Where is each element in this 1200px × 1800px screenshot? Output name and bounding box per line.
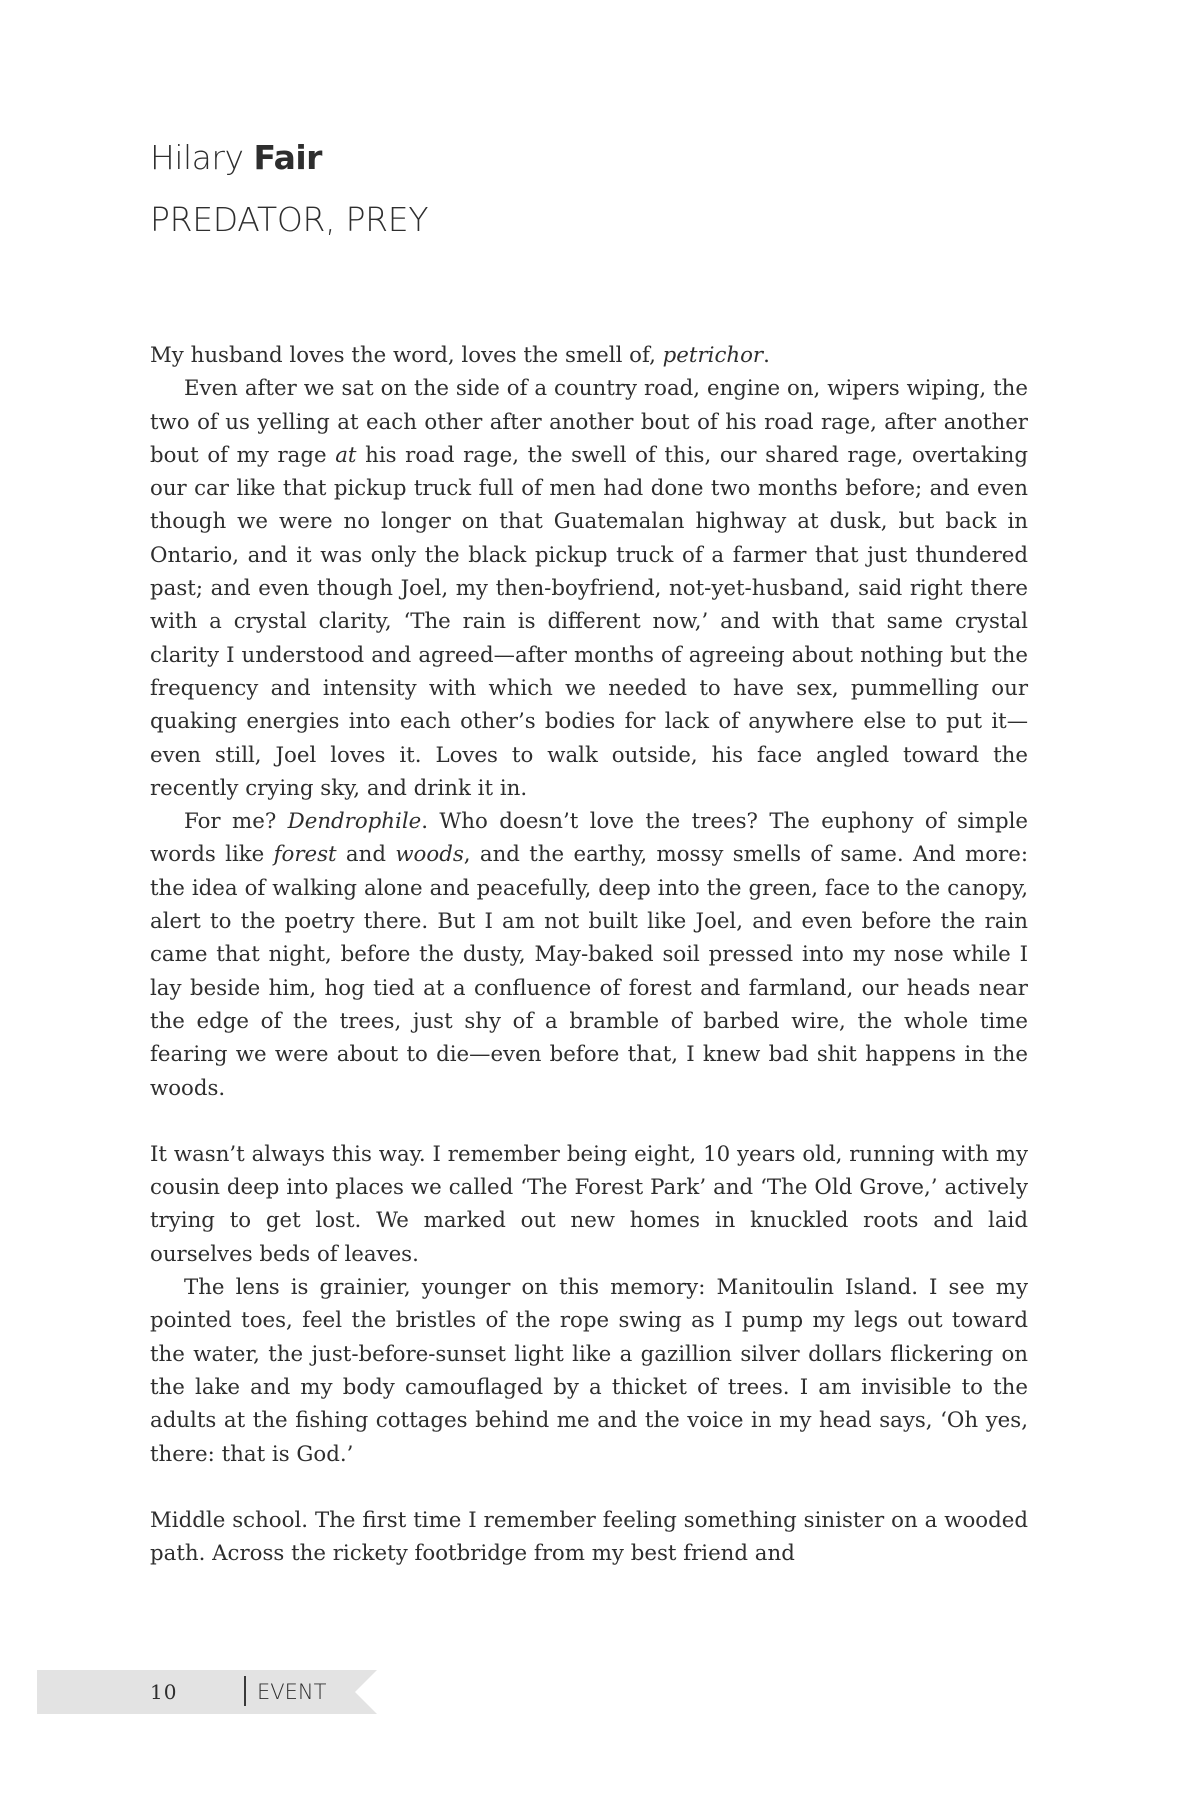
page-number: 10: [150, 1680, 178, 1704]
article-title: PREDATOR, PREY: [150, 200, 429, 239]
body-paragraph: [150, 339, 1028, 372]
footer-divider: [244, 1676, 246, 1706]
italic-text: woods: [395, 842, 464, 868]
body-paragraph: [150, 1271, 1028, 1471]
author-last-name: Fair: [253, 138, 322, 177]
italic-text: petrichor: [662, 343, 764, 368]
body-paragraph: [150, 372, 1028, 805]
text-run: My husband loves the word, loves the smell of,: [150, 343, 663, 368]
text-run: and: [336, 842, 396, 868]
text-run: Even after we sat on the side of a country road, engine on, wipers wiping, the two of us yelling at each other after another bout of his road rage, after another bout of my rage: [150, 376, 1028, 468]
text-run: , and the earthy, mossy smells of same. And more: the idea of walking alone and peacefully, deep into the green, face to the canopy, alert to the poetry there. But I am not built like Joel, and even before the rain came that night, before the dusty, May-baked soil pressed into my nose while I lay beside him, hog tied at a confluence of forest and farmland, our heads near the edge of the trees, just shy of a bramble of barbed wire, the whole time fearing we were about to die—even before that, I knew bad shit happens in the woods.: [150, 842, 1029, 1101]
article-header: [150, 138, 1050, 240]
text-run: his road rage, the swell of this, our shared rage, overtaking our car like that pickup truck full of men had done two months before; and even though we were no longer on that Guatemalan highway at dusk, but back in Ontario, and it was only the black pickup truck of a farmer that just thundered past; and even though Joel, my then-boyfriend, not-yet-husband, said right there with a crystal clarity, ‘The rain is different now,’ and with that same crystal clarity I understood and agreed—after months of agreeing about nothing but the frequency and intensity with which we needed to have sex, pummelling our quaking energies into each other’s bodies for lack of anywhere else to put it—even still, Joel loves it. Loves to walk outside, his face angled toward the recently crying sky, and drink it in.: [150, 442, 1028, 801]
journal-name: EVENT: [257, 1680, 327, 1704]
text-run: It wasn’t always this way. I remember being eight, 10 years old, running with my cousin deep into places we called ‘The Forest Park’ and ‘The Old Grove,’ actively trying to get lost. We marked out new homes in knuckled roots and laid ourselves beds of leaves.: [150, 1141, 1028, 1267]
italic-text: Dendrophile: [287, 809, 422, 835]
text-run: . Who doesn’t love the trees? The euphony of simple words like: [150, 809, 1028, 868]
italic-text: forest: [273, 842, 337, 868]
author-first-name: Hilary: [150, 138, 244, 177]
text-run: For me?: [184, 809, 288, 835]
italic-text: at: [335, 442, 357, 468]
text-run: The lens is grainier, younger on this memory: Manitoulin Island. I see my pointed toes, feel the bristles of the rope swing as I pump my legs out toward the water, the just-before-sunset light like a gazillion silver dollars flickering on the lake and my body camouflaged by a thicket of trees. I am invisible to the adults at the fishing cottages behind me and the voice in my head says, ‘Oh yes, there: that is God.’: [150, 1275, 1028, 1467]
text-run: .: [763, 343, 770, 368]
body-paragraph: [150, 805, 1028, 1105]
article-body: [150, 339, 1028, 1570]
body-paragraph: [150, 1138, 1028, 1271]
body-paragraph: [150, 1504, 1028, 1571]
author-name: [150, 138, 1050, 178]
text-run: Middle school. The first time I remember feeling something sinister on a wooded path. Across the rickety footbridge from my best friend and: [150, 1507, 1028, 1567]
